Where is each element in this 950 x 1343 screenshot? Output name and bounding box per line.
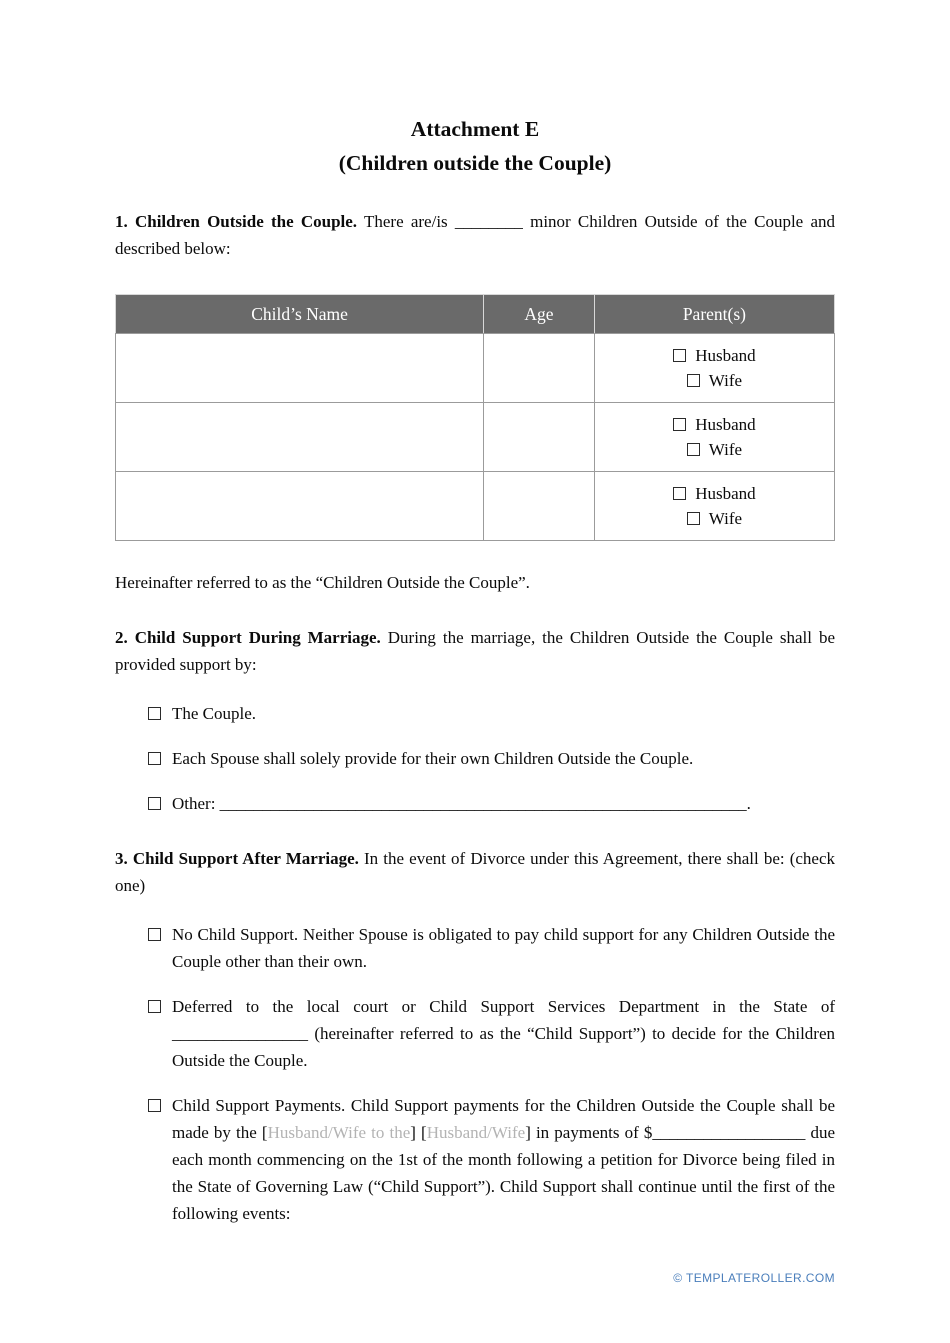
option-the-couple <box>148 700 835 727</box>
husband-option <box>595 481 834 506</box>
option-label: Other: ______________________________________________________________. <box>172 794 751 813</box>
hereinafter-note: Hereinafter referred to as the “Children Outside the Couple”. <box>115 573 530 592</box>
option-checkbox[interactable] <box>148 707 161 720</box>
option-label: No Child Support. Neither Spouse is obligated to pay child support for any Children Outside the Couple other than their own. <box>172 925 835 971</box>
col-header-age: Age <box>484 295 595 334</box>
parents-cell <box>594 403 834 472</box>
section1-text: There are/is ________ minor Children Outside of the Couple and described below: <box>115 212 835 258</box>
child-name-cell[interactable] <box>116 403 484 472</box>
wife-option <box>595 368 834 393</box>
husband-label: Husband <box>695 415 756 434</box>
husband-checkbox[interactable] <box>673 349 686 362</box>
husband-checkbox[interactable] <box>673 418 686 431</box>
husband-checkbox[interactable] <box>673 487 686 500</box>
child-name-cell[interactable] <box>116 334 484 403</box>
document-title <box>115 112 835 180</box>
wife-label: Wife <box>708 509 743 528</box>
parents-cell <box>594 472 834 541</box>
age-cell[interactable] <box>484 334 595 403</box>
table-row <box>116 334 835 403</box>
child-name-cell[interactable] <box>116 472 484 541</box>
table-row <box>116 472 835 541</box>
section1-heading: 1. Children Outside the Couple. <box>115 212 358 231</box>
section1-paragraph <box>115 208 835 262</box>
option-checkbox[interactable] <box>148 1099 161 1112</box>
husband-label: Husband <box>695 484 756 503</box>
husband-option <box>595 343 834 368</box>
section3-heading: 3. Child Support After Marriage. <box>115 849 359 868</box>
table-row <box>116 403 835 472</box>
wife-checkbox[interactable] <box>687 512 700 525</box>
templateroller-copyright-link[interactable]: © TEMPLATEROLLER.COM <box>673 1271 835 1285</box>
section2-paragraph <box>115 624 835 678</box>
option-child-support-payments <box>148 1092 835 1227</box>
section3-paragraph <box>115 845 835 899</box>
husband-option <box>595 412 834 437</box>
section3-intro: In the event of Divorce under this Agreement, there shall be: (check one) <box>115 849 836 895</box>
section2-intro: During the marriage, the Children Outside the Couple shall be provided support by: <box>115 628 835 674</box>
payments-text-part2: ] [ <box>410 1123 427 1142</box>
children-table <box>115 294 835 541</box>
payments-text-part3: ] in payments of $__________________ due each month commencing on the 1st of the month following a petition for Divorce being filed in the State of Governing Law (“Child Support”). Child Support shall continue until the first of the following events: <box>172 1123 835 1223</box>
wife-checkbox[interactable] <box>687 443 700 456</box>
option-each-spouse <box>148 745 835 772</box>
option-checkbox[interactable] <box>148 1000 161 1013</box>
option-label: The Couple. <box>172 704 257 723</box>
table-header-row <box>116 295 835 334</box>
col-header-childs-name: Child’s Name <box>116 295 484 334</box>
option-other <box>148 790 835 817</box>
option-checkbox[interactable] <box>148 928 161 941</box>
payments-text-part1: Child Support Payments. Child Support payments for the Children Outside the Couple shall be made by the [ <box>172 1096 835 1142</box>
husband-wife-placeholder-1: Husband/Wife to the <box>267 1123 411 1142</box>
husband-label: Husband <box>695 346 756 365</box>
age-cell[interactable] <box>484 472 595 541</box>
option-checkbox[interactable] <box>148 752 161 765</box>
option-label: Each Spouse shall solely provide for their own Children Outside the Couple. <box>172 749 694 768</box>
option-no-child-support <box>148 921 835 975</box>
section2-heading: 2. Child Support During Marriage. <box>115 628 381 647</box>
option-checkbox[interactable] <box>148 797 161 810</box>
title-line-1: Attachment E <box>410 117 540 141</box>
option-label <box>172 1092 835 1227</box>
wife-checkbox[interactable] <box>687 374 700 387</box>
wife-option <box>595 506 834 531</box>
husband-wife-placeholder-2: Husband/Wife <box>426 1123 526 1142</box>
col-header-parents: Parent(s) <box>594 295 834 334</box>
parents-cell <box>594 334 834 403</box>
age-cell[interactable] <box>484 403 595 472</box>
option-label: Deferred to the local court or Child Support Services Department in the State of ________________ (hereinafter referred to as the “Child Support”) to decide for the Children Outside the Couple. <box>172 997 835 1070</box>
wife-option <box>595 437 834 462</box>
wife-label: Wife <box>708 440 743 459</box>
title-line-2: (Children outside the Couple) <box>338 151 612 175</box>
wife-label: Wife <box>708 371 743 390</box>
option-deferred-to-court <box>148 993 835 1074</box>
